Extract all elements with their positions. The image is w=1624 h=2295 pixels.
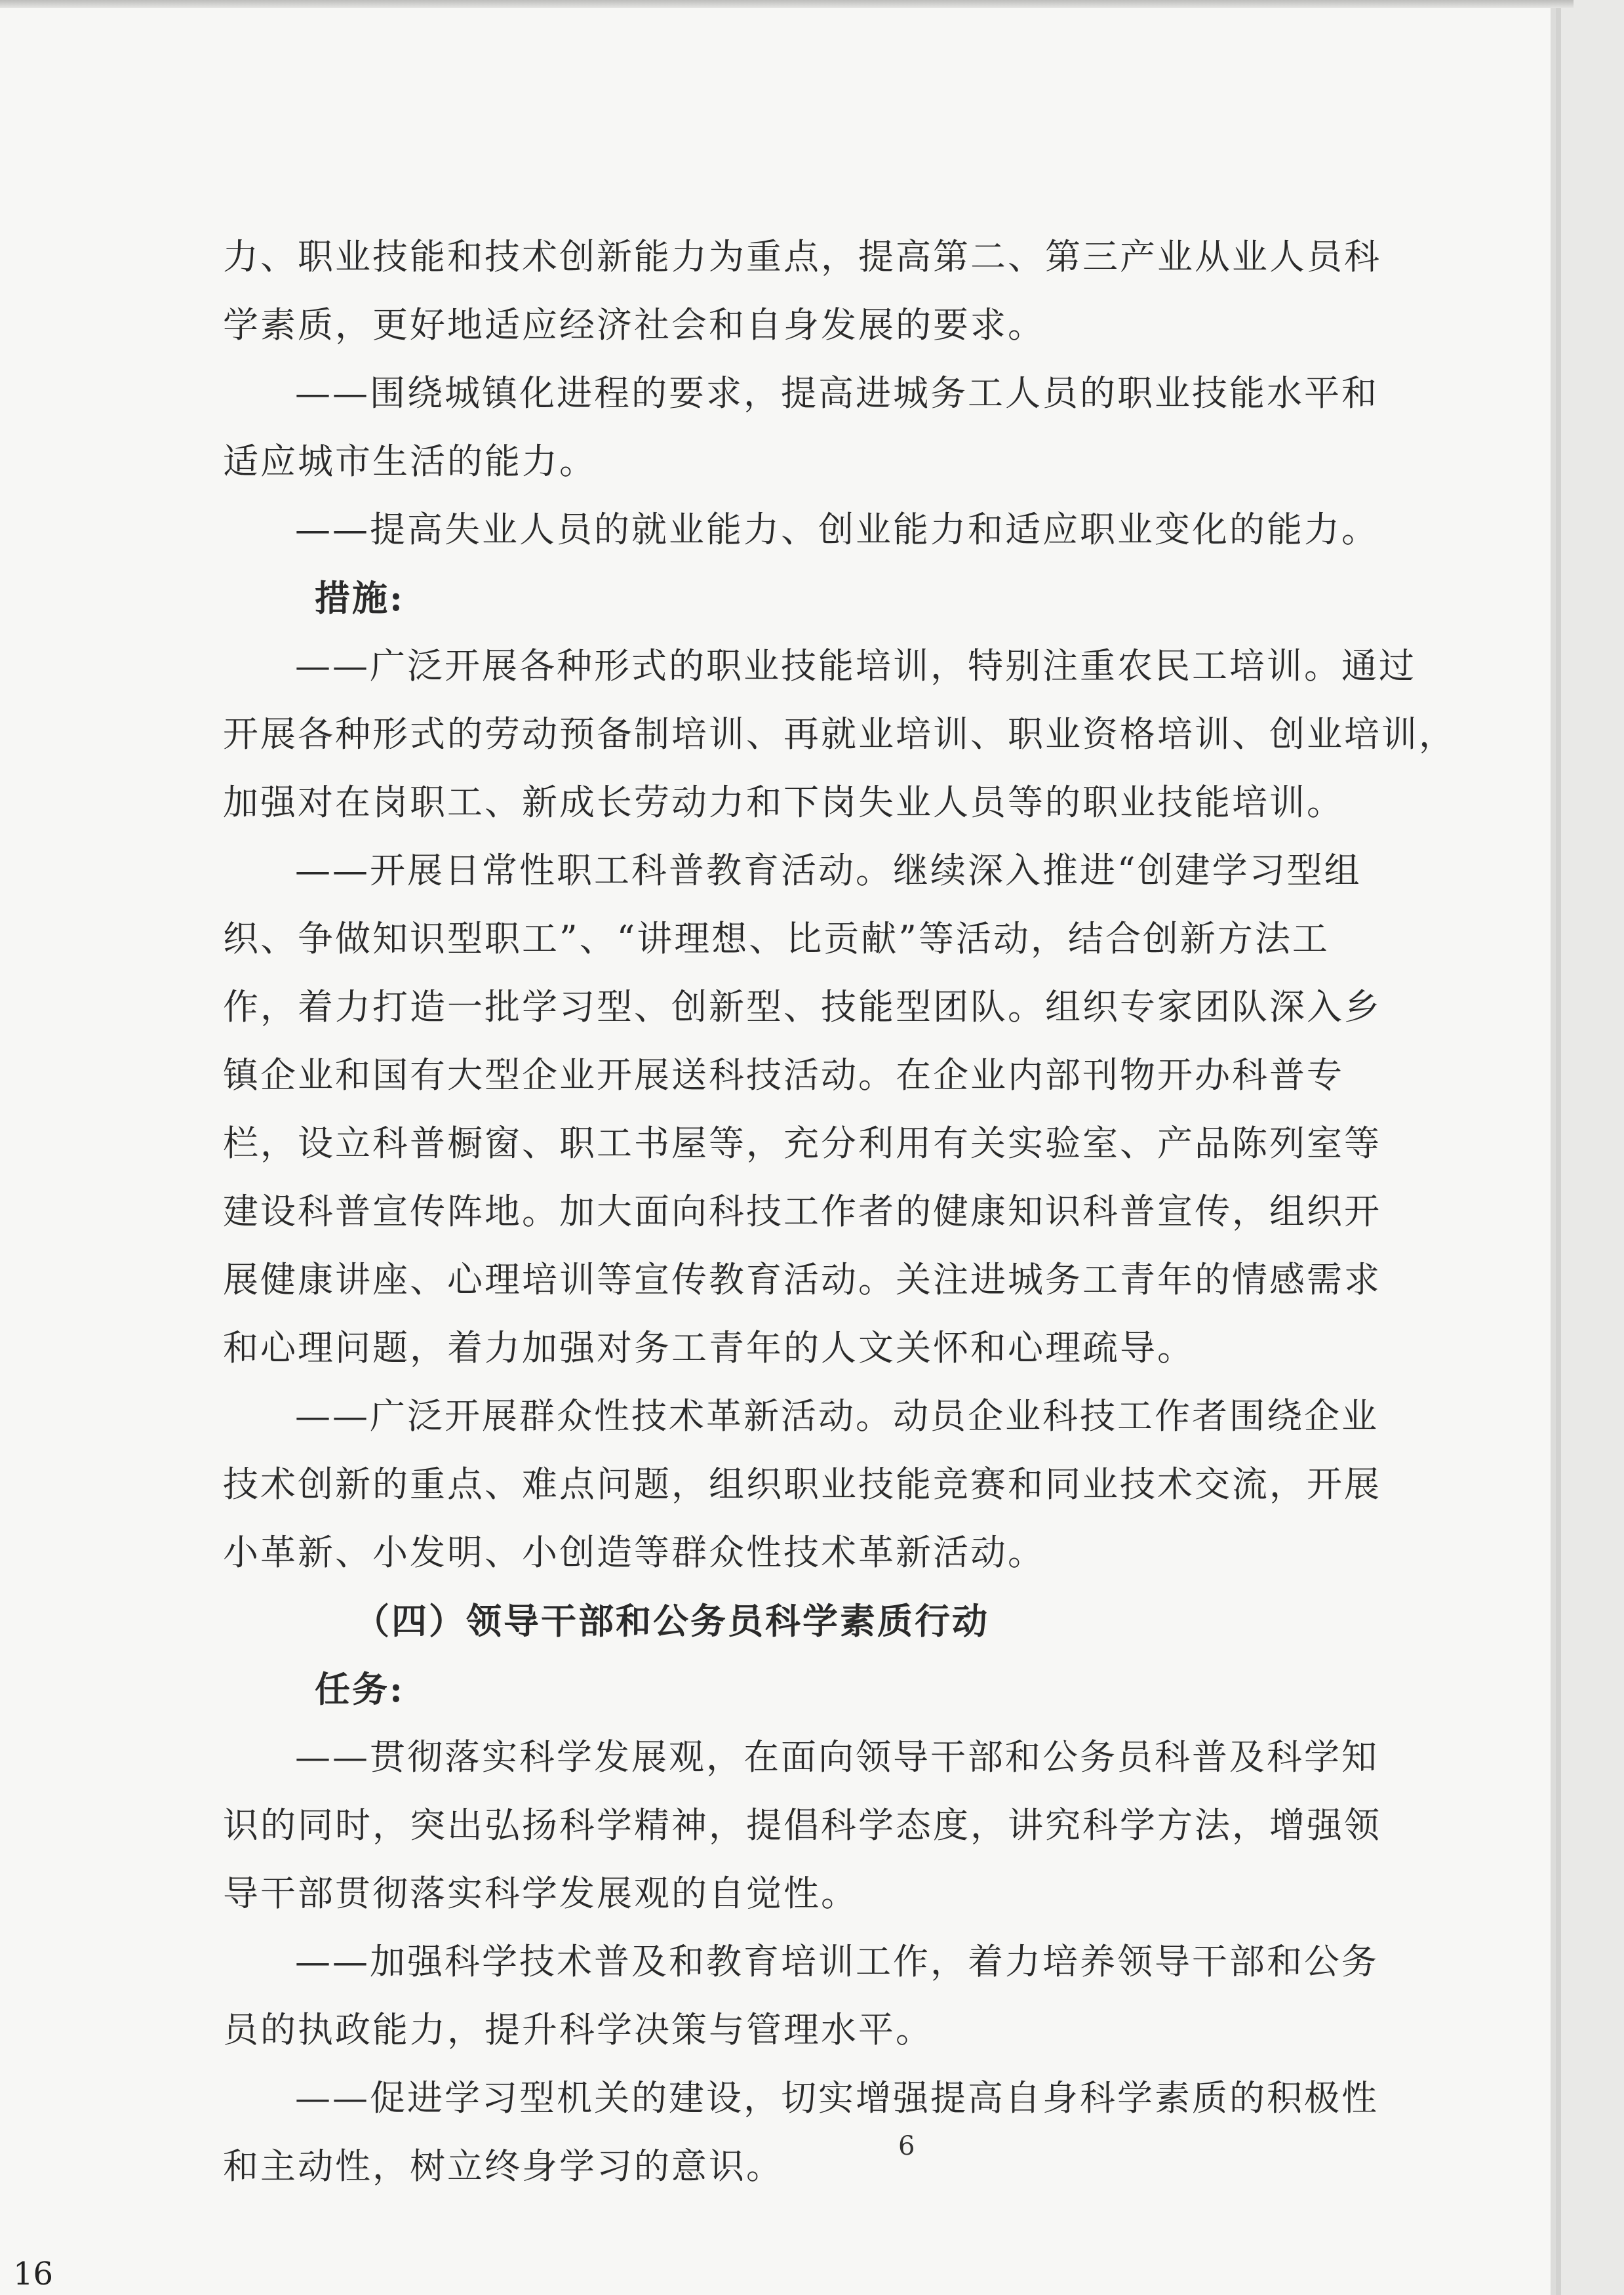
text-line: 建设科普宣传阵地。加大面向科技工作者的健康知识科普宣传，组织开 — [223, 1191, 1381, 1232]
text-line: ——加强科学技术普及和教育培训工作，着力培养领导干部和公务 — [295, 1941, 1379, 1982]
text-line: 识的同时，突出弘扬科学精神，提倡科学态度，讲究科学方法，增强领 — [223, 1805, 1381, 1846]
page-stack-edge — [0, 0, 1574, 8]
text-line: 导干部贯彻落实科学发展观的自觉性。 — [223, 1873, 858, 1914]
text-line: 小革新、小发明、小创造等群众性技术革新活动。 — [223, 1532, 1045, 1573]
text-line: 力、职业技能和技术创新能力为重点，提高第二、第三产业从业人员科 — [223, 236, 1381, 277]
text-line: ——围绕城镇化进程的要求，提高进城务工人员的职业技能水平和 — [295, 372, 1379, 414]
text-line: 栏，设立科普橱窗、职工书屋等，充分利用有关实验室、产品陈列室等 — [223, 1123, 1381, 1164]
text-line: ——贯彻落实科学发展观，在面向领导干部和公务员科普及科学知 — [295, 1736, 1379, 1778]
text-line: 展健康讲座、心理培训等宣传教育活动。关注进城务工青年的情感需求 — [223, 1259, 1381, 1300]
text-line: 作，着力打造一批学习型、创新型、技能型团队。组织专家团队深入乡 — [223, 986, 1381, 1028]
text-line: ——广泛开展各种形式的职业技能培训，特别注重农民工培训。通过 — [295, 645, 1416, 687]
text-line: 学素质，更好地适应经济社会和自身发展的要求。 — [223, 304, 1045, 346]
text-line: ——开展日常性职工科普教育活动。继续深入推进“创建学习型组 — [295, 850, 1362, 891]
text-line: 和心理问题，着力加强对务工青年的人文关怀和心理疏导。 — [223, 1327, 1195, 1368]
corner-page-mark: 16 — [13, 2256, 54, 2292]
page-number: 6 — [898, 2131, 915, 2161]
text-line: 开展各种形式的劳动预备制培训、再就业培训、职业资格培训、创业培训， — [223, 713, 1456, 755]
text-line: 技术创新的重点、难点问题，组织职业技能竞赛和同业技术交流，开展 — [223, 1464, 1381, 1505]
text-line: 员的执政能力，提升科学决策与管理水平。 — [223, 2009, 933, 2050]
text-line: 织、争做知识型职工”、“讲理想、比贡献”等活动，结合创新方法工 — [223, 918, 1330, 959]
text-line: ——促进学习型机关的建设，切实增强提高自身科学素质的积极性 — [295, 2077, 1379, 2119]
text-line: 加强对在岗职工、新成长劳动力和下岗失业人员等的职业技能培训。 — [223, 782, 1344, 823]
text-line: 镇企业和国有大型企业开展送科技活动。在企业内部刊物开办科普专 — [223, 1054, 1344, 1096]
text-line: ——提高失业人员的就业能力、创业能力和适应职业变化的能力。 — [295, 509, 1379, 550]
section-label-tasks: 任务: — [315, 1668, 405, 1710]
body-text — [223, 223, 1528, 2201]
text-line: 适应城市生活的能力。 — [223, 441, 597, 482]
section-heading: （四）领导干部和公务员科学素质行动 — [354, 1600, 989, 1642]
text-line: 和主动性，树立终身学习的意识。 — [223, 2145, 783, 2187]
section-label-measures: 措施: — [315, 577, 405, 619]
text-line: ——广泛开展群众性技术革新活动。动员企业科技工作者围绕企业 — [295, 1395, 1379, 1437]
